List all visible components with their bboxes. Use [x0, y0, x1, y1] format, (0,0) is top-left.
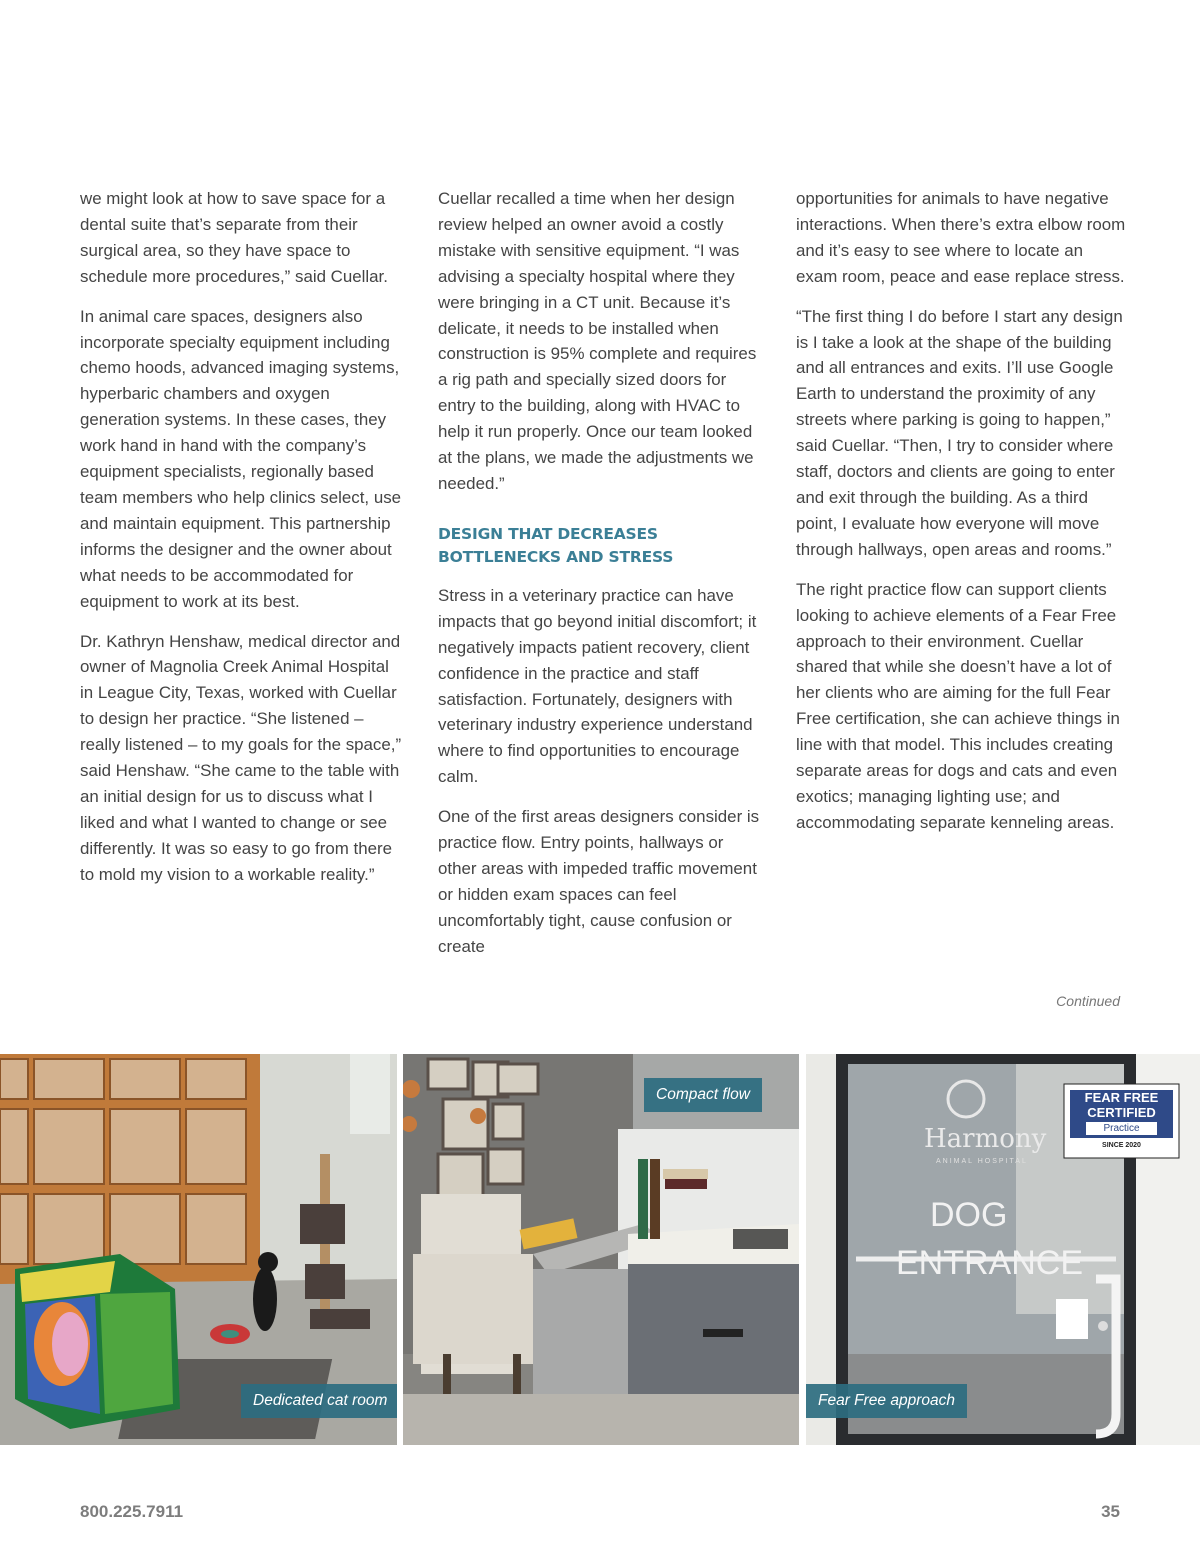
article-column-3 [796, 186, 1126, 850]
paragraph: Stress in a veterinary practice can have impacts that go beyond initial discomfort; it negatively impacts patient recovery, client confidence in the practice and staff satisfaction. Fortunately, designers with veterinary industry experience understand where to find opportunities to encourage calm. [438, 585, 757, 787]
badge-since: SINCE 2020 [1102, 1142, 1141, 1149]
photo-caption: Fear Free approach [806, 1384, 967, 1418]
article-column-2 [438, 186, 764, 974]
paragraph: Dr. Kathryn Henshaw, medical director and owner of Magnolia Creek Animal Hospital in League City, Texas, worked with Cuellar to design her practice. “She listened – really listened – to my goals for the space,” said Henshaw. “She came to the table with an initial design for us to discuss what I liked and what I wanted to change or see differently. It was so easy to go from there to mold my vision to a workable reality.” [80, 631, 402, 884]
article-column-1 [80, 186, 406, 902]
photo-caption: Compact flow [644, 1078, 762, 1112]
paragraph: we might look at how to save space for a dental suite that’s separate from their surgical area, so they have space to schedule more procedures,” said Cuellar. [80, 189, 388, 286]
continued-label: Continued [1056, 993, 1120, 1009]
door-logo-name: Harmony [924, 1124, 1047, 1154]
photo-compact-flow [403, 1054, 799, 1445]
section-subheading [438, 523, 764, 569]
paragraph: One of the first areas designers consider is practice flow. Entry points, hallways or other areas with impeded traffic movement or hidden exam spaces can feel uncomfortably tight, cause confusion or create [438, 807, 760, 956]
paragraph: opportunities for animals to have negative interactions. When there’s extra elbow room and it’s easy to see where to locate an exam room, peace and ease replace stress. [796, 189, 1126, 286]
paragraph: Cuellar recalled a time when her design review helped an owner avoid a costly mistake with sensitive equipment. “I was advising a specialty hospital where they were bringing in a CT unit. Because it’s delicate, it needs to be installed when construction is 95% complete and requires a rig path and specially sized doors for entry to the building, along with HVAC to help it run properly. Once our team looked at the plans, we made the adjustments we needed.” [438, 189, 757, 493]
footer-phone: 800.225.7911 [80, 1502, 184, 1521]
badge-text: CERTIFIED [1087, 1105, 1156, 1120]
door-sign-line-1: DOG [930, 1196, 1008, 1234]
photo-fear-free-door [806, 1054, 1200, 1445]
subheading-line: BOTTLENECKS AND STRESS [438, 547, 674, 566]
badge-text: FEAR FREE [1084, 1090, 1159, 1105]
paragraph: “The first thing I do before I start any design is I take a look at the shape of the building and all entrances and exits. I’ll use Google Earth to understand the proximity of any streets where parking is going to happen,” said Cuellar. “Then, I try to consider where staff, doctors and clients are going to enter and exit through the building. As a third point, I evaluate how everyone will move through hallways, open areas and rooms.” [796, 306, 1123, 559]
subheading-line: DESIGN THAT DECREASES [438, 524, 658, 543]
badge-text: Practice [1086, 1122, 1157, 1135]
paragraph: In animal care spaces, designers also incorporate specialty equipment including chemo hoods, advanced imaging systems, hyperbaric chambers and oxygen generation systems. In these cases, they work hand in hand with the company’s equipment specialists, regionally based team members who help clinics select, use and maintain equipment. This partnership informs the designer and the owner about what needs to be accommodated for equipment to work at its best. [80, 306, 402, 611]
photo-cat-room [0, 1054, 397, 1445]
page-number: 35 [1101, 1502, 1120, 1521]
exam-room-illustration [403, 1054, 799, 1445]
photo-caption: Dedicated cat room [241, 1384, 397, 1418]
paragraph: The right practice flow can support clients looking to achieve elements of a Fear Free approach to their environment. Cuellar shared that while she doesn’t have a lot of her clients who are aiming for the full Fear Free certification, she can achieve things in line with that model. This includes creating separate areas for dogs and cats and even exotics; managing lighting use; and accommodating separate kenneling areas. [796, 579, 1120, 832]
door-logo-subtitle: ANIMAL HOSPITAL [936, 1158, 1028, 1165]
door-sign-line-2: ENTRANCE [896, 1244, 1084, 1282]
fear-free-badge [1070, 1090, 1173, 1135]
